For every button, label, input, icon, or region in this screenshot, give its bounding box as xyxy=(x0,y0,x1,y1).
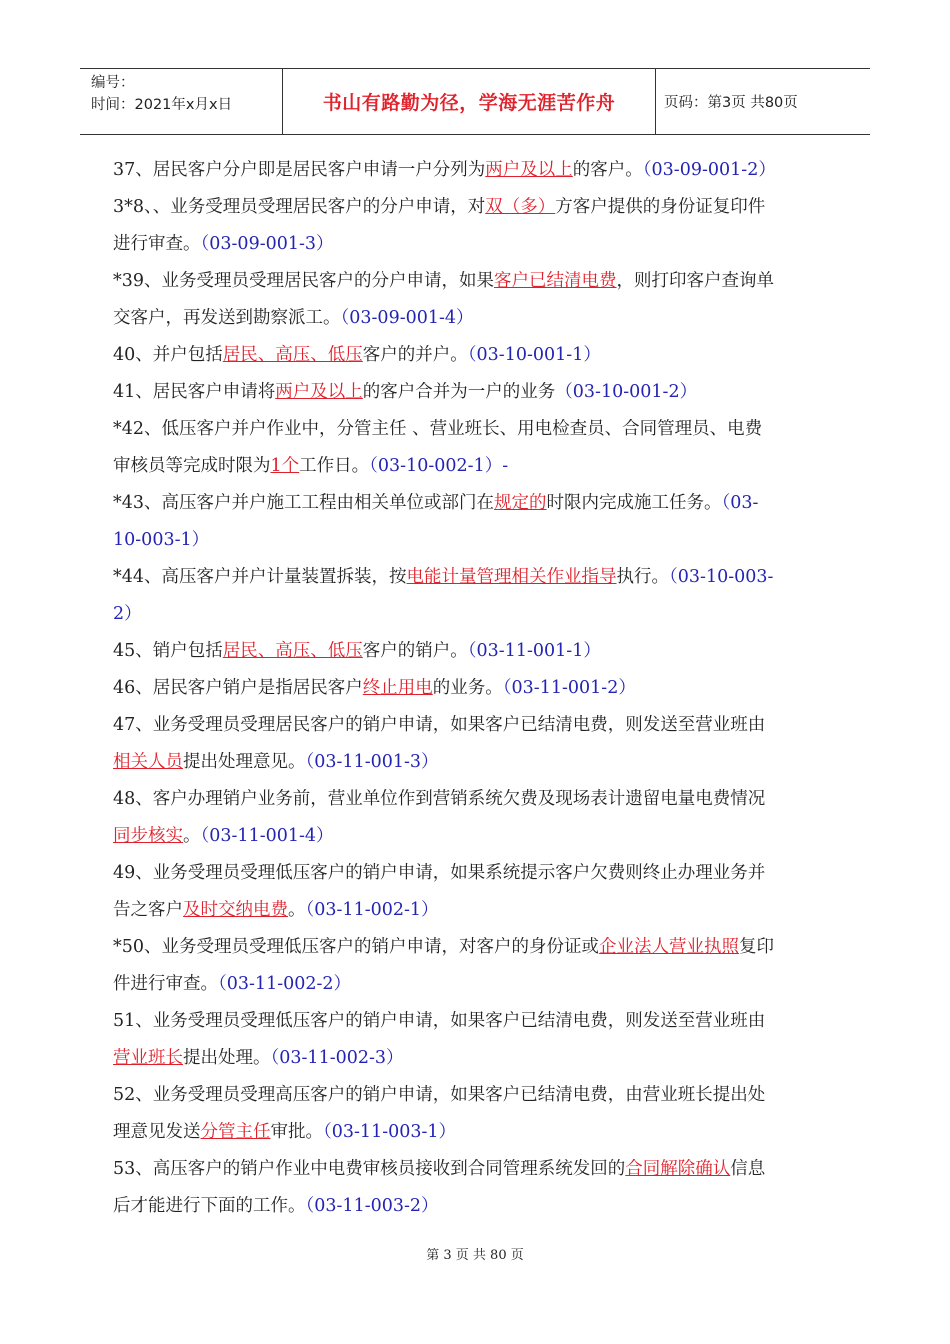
reference-code: 2） xyxy=(113,604,142,624)
text-line xyxy=(113,152,843,189)
question-text: 件进行审查。 xyxy=(113,974,218,994)
question-text: 时限内完成施工任务。 xyxy=(546,493,722,513)
question-text: 交客户，再发送到勘察派工。 xyxy=(113,308,341,328)
reference-code: （03-11-001-4） xyxy=(200,826,334,846)
text-line xyxy=(113,485,843,522)
question-text: 37、居民客户分户即是居民客户申请一户分列为 xyxy=(113,160,486,180)
header-page-info: 页码：第3页 共80页 xyxy=(664,95,798,111)
question-text: 47、业务受理员受理居民客户的销户申请，如果客户已结清电费，则发送至营业班由 xyxy=(113,715,766,735)
answer-text: 及时交纳电费 xyxy=(183,900,288,920)
text-line xyxy=(113,189,843,226)
answer-text: 客户已结清电费 xyxy=(494,271,617,291)
reference-code: （03-11-003-2） xyxy=(305,1196,439,1216)
text-line xyxy=(113,744,843,781)
question-text: 审批。 xyxy=(270,1122,323,1142)
question-text: 提出处理。 xyxy=(183,1048,271,1068)
question-text: 40、并户包括 xyxy=(113,345,223,365)
reference-code: （03-10-002-1）- xyxy=(369,456,509,476)
text-line xyxy=(113,818,843,855)
question-text: 后才能进行下面的工作。 xyxy=(113,1196,306,1216)
document-number-label: 编号： xyxy=(91,75,135,91)
answer-text: 1个 xyxy=(270,456,300,476)
reference-code: （03-09-001-2） xyxy=(642,160,776,180)
question-text: 51、业务受理员受理低压客户的销户申请，如果客户已结清电费，则发送至营业班由 xyxy=(113,1011,766,1031)
reference-code: （03-11-002-1） xyxy=(305,900,439,920)
answer-text: 居民、高压、低压 xyxy=(222,641,363,661)
text-line xyxy=(113,670,843,707)
text-line xyxy=(113,707,843,744)
question-text: 信息 xyxy=(730,1159,766,1179)
question-text: 48、客户办理销户业务前，营业单位作到营销系统欠费及现场表计遗留电量电费情况 xyxy=(113,789,766,809)
question-text: *43、高压客户并户施工工程由相关单位或部门在 xyxy=(113,493,495,513)
text-line xyxy=(113,1151,843,1188)
answer-text: 合同解除确认 xyxy=(625,1159,731,1179)
text-line xyxy=(113,337,843,374)
text-line xyxy=(113,1114,843,1151)
header-motto: 书山有路勤为径，学海无涯苦作舟 xyxy=(322,92,616,114)
answer-text: 终止用电 xyxy=(362,678,433,698)
text-line xyxy=(113,522,843,559)
question-text: 49、业务受理员受理低压客户的销户申请，如果系统提示客户欠费则终止办理业务并 xyxy=(113,863,766,883)
question-text: 53、高压客户的销户作业中电费审核员接收到合同管理系统发回的 xyxy=(113,1159,626,1179)
document-time-label: 时间：2021年x月x日 xyxy=(91,97,233,113)
text-line xyxy=(113,226,843,263)
text-line xyxy=(113,300,843,337)
answer-text: 相关人员 xyxy=(113,752,183,772)
answer-text: 两户及以上 xyxy=(485,160,573,180)
question-text: *42、低压客户并户作业中，分管主任 、营业班长、用电检查员、合同管理员、电费 xyxy=(113,419,763,439)
reference-code: （03-10-001-1） xyxy=(467,345,601,365)
reference-code: （03-09-001-3） xyxy=(200,234,334,254)
question-text: 52、业务受理员受理高压客户的销户申请，如果客户已结清电费，由营业班长提出处 xyxy=(113,1085,766,1105)
text-line xyxy=(113,1077,843,1114)
question-text: 的业务。 xyxy=(432,678,503,698)
question-text: 理意见发送 xyxy=(113,1122,201,1142)
reference-code: （03-10-003- xyxy=(669,567,774,587)
text-line xyxy=(113,1188,843,1225)
question-text: *39、业务受理员受理居民客户的分户申请，如果 xyxy=(113,271,495,291)
question-text: 执行。 xyxy=(616,567,670,587)
answer-text: 两户及以上 xyxy=(275,382,363,402)
answer-text: 营业班长 xyxy=(113,1048,183,1068)
question-text: 45、销户包括 xyxy=(113,641,223,661)
text-line xyxy=(113,929,843,966)
reference-code: （03-10-001-2） xyxy=(555,382,698,402)
text-line xyxy=(113,1040,843,1077)
reference-code: （03-11-002-2） xyxy=(218,974,352,994)
question-text: 进行审查。 xyxy=(113,234,201,254)
reference-code: （03-11-001-1） xyxy=(467,641,601,661)
text-line xyxy=(113,559,843,596)
answer-text: 分管主任 xyxy=(200,1122,271,1142)
text-line xyxy=(113,1003,843,1040)
reference-code: （03-11-001-3） xyxy=(305,752,439,772)
text-line xyxy=(113,855,843,892)
text-line xyxy=(113,781,843,818)
answer-text: 规定的 xyxy=(494,493,547,513)
reference-code: （03-11-003-1） xyxy=(323,1122,457,1142)
reference-code: （03-09-001-4） xyxy=(340,308,474,328)
question-text: *50、业务受理员受理低压客户的销户申请，对客户的身份证或 xyxy=(113,937,600,957)
text-line xyxy=(113,374,843,411)
document-header xyxy=(80,68,870,135)
answer-text: 电能计量管理相关作业指导 xyxy=(406,567,617,587)
answer-text: 双（多） xyxy=(485,197,556,217)
text-line xyxy=(113,448,843,485)
reference-code: （03-11-002-3） xyxy=(270,1048,404,1068)
question-text: 客户的并户。 xyxy=(362,345,468,365)
question-text: 。 xyxy=(183,826,201,846)
text-line xyxy=(113,892,843,929)
question-text: 46、居民客户销户是指居民客户 xyxy=(113,678,363,698)
question-text: 提出处理意见。 xyxy=(183,752,306,772)
header-meta xyxy=(80,69,283,134)
answer-text: 居民、高压、低压 xyxy=(222,345,363,365)
text-line xyxy=(113,966,843,1003)
question-text: 审核员等完成时限为 xyxy=(113,456,271,476)
question-text: 的客户。 xyxy=(572,160,643,180)
question-text: 客户的销户。 xyxy=(362,641,468,661)
text-line xyxy=(113,596,843,633)
question-text: 告之客户 xyxy=(113,900,183,920)
question-text: 。 xyxy=(288,900,306,920)
answer-text: 企业法人营业执照 xyxy=(599,937,740,957)
question-text: 3*8、、业务受理员受理居民客户的分户申请，对 xyxy=(113,197,486,217)
question-text: ，则打印客户查询单 xyxy=(616,271,775,291)
answer-text: 同步核实 xyxy=(113,826,183,846)
question-text: 41、居民客户申请将 xyxy=(113,382,276,402)
reference-code: 10-003-1） xyxy=(113,530,210,550)
reference-code: （03- xyxy=(721,493,759,513)
page-footer: 第 3 页 共 80 页 xyxy=(426,1248,524,1263)
question-text: 的客户合并为一户的业务 xyxy=(362,382,556,402)
question-text: 工作日。 xyxy=(299,456,370,476)
text-line xyxy=(113,411,843,448)
question-text: 方客户提供的身份证复印件 xyxy=(555,197,766,217)
header-motto-cell xyxy=(283,69,656,134)
text-line xyxy=(113,263,843,300)
question-text: 复印 xyxy=(739,937,775,957)
text-line xyxy=(113,633,843,670)
question-text: *44、高压客户并户计量装置拆装，按 xyxy=(113,567,407,587)
reference-code: （03-11-001-2） xyxy=(502,678,636,698)
question-list xyxy=(113,152,843,1225)
